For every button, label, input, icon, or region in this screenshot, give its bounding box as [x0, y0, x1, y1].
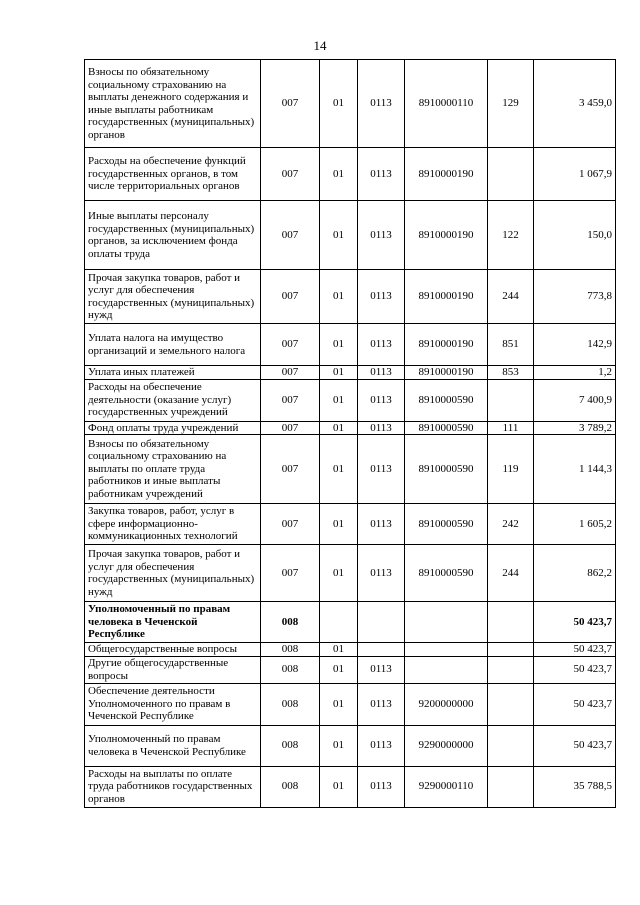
row-rz-cell: 01 — [320, 201, 358, 270]
row-csr-cell: 8910000590 — [405, 421, 488, 435]
row-rz-cell: 01 — [320, 435, 358, 504]
table-row — [85, 725, 616, 766]
row-vr-cell: 129 — [488, 60, 534, 148]
row-csr-cell — [405, 602, 488, 643]
row-rz-cell: 01 — [320, 766, 358, 807]
row-vr-cell — [488, 148, 534, 201]
row-sum-cell: 1,2 — [534, 366, 616, 380]
row-csr-cell: 8910000190 — [405, 324, 488, 366]
row-grbs-cell: 007 — [261, 435, 320, 504]
row-rz-cell: 01 — [320, 366, 358, 380]
row-sum-cell: 3 789,2 — [534, 421, 616, 435]
budget-table — [84, 59, 616, 808]
table-row — [85, 643, 616, 657]
row-grbs-cell: 007 — [261, 201, 320, 270]
row-grbs-cell: 007 — [261, 148, 320, 201]
row-pr-cell: 0113 — [358, 270, 405, 324]
row-name-cell: Расходы на обеспечение функций государственных органов, в том числе территориальных органов — [85, 148, 261, 201]
table-row — [85, 421, 616, 435]
row-csr-cell: 9290000110 — [405, 766, 488, 807]
row-pr-cell: 0113 — [358, 60, 405, 148]
row-csr-cell: 8910000590 — [405, 504, 488, 545]
row-name-cell: Обеспечение деятельности Уполномоченного по правам в Чеченской Республике — [85, 683, 261, 725]
row-pr-cell — [358, 643, 405, 657]
page-number: 14 — [313, 38, 327, 53]
row-vr-cell: 119 — [488, 435, 534, 504]
row-rz-cell: 01 — [320, 683, 358, 725]
row-csr-cell: 8910000590 — [405, 379, 488, 421]
row-name-cell: Уполномоченный по правам человека в Чеченской Республике — [85, 602, 261, 643]
row-pr-cell: 0113 — [358, 201, 405, 270]
table-row — [85, 201, 616, 270]
row-name-cell: Расходы на выплаты по оплате труда работников государственных органов — [85, 766, 261, 807]
row-grbs-cell: 008 — [261, 643, 320, 657]
row-rz-cell: 01 — [320, 643, 358, 657]
row-grbs-cell: 007 — [261, 366, 320, 380]
table-row — [85, 766, 616, 807]
row-sum-cell: 1 144,3 — [534, 435, 616, 504]
table-row — [85, 545, 616, 602]
row-csr-cell: 8910000190 — [405, 148, 488, 201]
table-row — [85, 504, 616, 545]
table-row — [85, 602, 616, 643]
row-vr-cell: 242 — [488, 504, 534, 545]
row-grbs-cell: 007 — [261, 379, 320, 421]
row-name-cell: Иные выплаты персоналу государственных (муниципальных) органов, за исключением фонда оплаты труда — [85, 201, 261, 270]
row-sum-cell: 1 605,2 — [534, 504, 616, 545]
row-vr-cell — [488, 602, 534, 643]
row-pr-cell: 0113 — [358, 683, 405, 725]
row-grbs-cell: 007 — [261, 421, 320, 435]
row-vr-cell: 853 — [488, 366, 534, 380]
row-name-cell: Прочая закупка товаров, работ и услуг для обеспечения государственных (муниципальных) нужд — [85, 270, 261, 324]
row-grbs-cell: 008 — [261, 602, 320, 643]
row-pr-cell: 0113 — [358, 656, 405, 683]
table-row — [85, 60, 616, 148]
row-vr-cell — [488, 766, 534, 807]
row-rz-cell: 01 — [320, 545, 358, 602]
table-row — [85, 270, 616, 324]
row-csr-cell: 8910000190 — [405, 366, 488, 380]
row-grbs-cell: 008 — [261, 766, 320, 807]
row-name-cell: Фонд оплаты труда учреждений — [85, 421, 261, 435]
row-vr-cell: 244 — [488, 545, 534, 602]
row-csr-cell: 8910000590 — [405, 545, 488, 602]
row-pr-cell: 0113 — [358, 504, 405, 545]
budget-table-body — [85, 60, 616, 808]
row-pr-cell: 0113 — [358, 421, 405, 435]
row-rz-cell: 01 — [320, 504, 358, 545]
row-pr-cell — [358, 602, 405, 643]
row-rz-cell — [320, 602, 358, 643]
row-rz-cell: 01 — [320, 270, 358, 324]
row-csr-cell: 8910000590 — [405, 435, 488, 504]
row-pr-cell: 0113 — [358, 435, 405, 504]
row-pr-cell: 0113 — [358, 324, 405, 366]
row-grbs-cell: 008 — [261, 725, 320, 766]
row-rz-cell: 01 — [320, 324, 358, 366]
row-sum-cell: 7 400,9 — [534, 379, 616, 421]
row-name-cell: Общегосударственные вопросы — [85, 643, 261, 657]
row-sum-cell: 773,8 — [534, 270, 616, 324]
row-name-cell: Прочая закупка товаров, работ и услуг для обеспечения государственных (муниципальных) нужд — [85, 545, 261, 602]
row-name-cell: Уполномоченный по правам человека в Чеченской Республике — [85, 725, 261, 766]
row-vr-cell — [488, 725, 534, 766]
row-grbs-cell: 008 — [261, 656, 320, 683]
row-csr-cell: 9290000000 — [405, 725, 488, 766]
row-pr-cell: 0113 — [358, 148, 405, 201]
row-csr-cell: 9200000000 — [405, 683, 488, 725]
row-sum-cell: 50 423,7 — [534, 602, 616, 643]
table-row — [85, 148, 616, 201]
row-vr-cell — [488, 379, 534, 421]
row-rz-cell: 01 — [320, 60, 358, 148]
row-sum-cell: 50 423,7 — [534, 725, 616, 766]
row-pr-cell: 0113 — [358, 545, 405, 602]
row-sum-cell: 862,2 — [534, 545, 616, 602]
row-name-cell: Другие общегосударственные вопросы — [85, 656, 261, 683]
table-row — [85, 683, 616, 725]
row-name-cell: Закупка товаров, работ, услуг в сфере информационно-коммуникационных технологий — [85, 504, 261, 545]
row-vr-cell: 244 — [488, 270, 534, 324]
row-csr-cell: 8910000110 — [405, 60, 488, 148]
row-vr-cell — [488, 643, 534, 657]
row-sum-cell: 142,9 — [534, 324, 616, 366]
row-sum-cell: 3 459,0 — [534, 60, 616, 148]
table-row — [85, 656, 616, 683]
row-csr-cell: 8910000190 — [405, 201, 488, 270]
table-row — [85, 435, 616, 504]
row-sum-cell: 50 423,7 — [534, 683, 616, 725]
row-vr-cell — [488, 683, 534, 725]
row-sum-cell: 35 788,5 — [534, 766, 616, 807]
row-rz-cell: 01 — [320, 379, 358, 421]
row-pr-cell: 0113 — [358, 379, 405, 421]
row-sum-cell: 1 067,9 — [534, 148, 616, 201]
table-row — [85, 379, 616, 421]
row-pr-cell: 0113 — [358, 725, 405, 766]
row-name-cell: Взносы по обязательному социальному страхованию на выплаты денежного содержания и иные выплаты работникам государственных (муниципальных) органов — [85, 60, 261, 148]
row-vr-cell: 851 — [488, 324, 534, 366]
row-name-cell: Взносы по обязательному социальному страхованию на выплаты по оплате труда работников и иные выплаты работникам учреждений — [85, 435, 261, 504]
row-pr-cell: 0113 — [358, 366, 405, 380]
row-rz-cell: 01 — [320, 148, 358, 201]
row-grbs-cell: 007 — [261, 270, 320, 324]
row-grbs-cell: 007 — [261, 545, 320, 602]
table-row — [85, 366, 616, 380]
row-sum-cell: 150,0 — [534, 201, 616, 270]
row-name-cell: Уплата налога на имущество организаций и земельного налога — [85, 324, 261, 366]
row-csr-cell: 8910000190 — [405, 270, 488, 324]
row-csr-cell — [405, 656, 488, 683]
table-row — [85, 324, 616, 366]
row-rz-cell: 01 — [320, 421, 358, 435]
row-vr-cell: 111 — [488, 421, 534, 435]
row-rz-cell: 01 — [320, 656, 358, 683]
row-vr-cell — [488, 656, 534, 683]
row-name-cell: Уплата иных платежей — [85, 366, 261, 380]
row-rz-cell: 01 — [320, 725, 358, 766]
row-grbs-cell: 008 — [261, 683, 320, 725]
row-name-cell: Расходы на обеспечение деятельности (оказание услуг) государственных учреждений — [85, 379, 261, 421]
row-grbs-cell: 007 — [261, 504, 320, 545]
row-pr-cell: 0113 — [358, 766, 405, 807]
row-grbs-cell: 007 — [261, 60, 320, 148]
row-sum-cell: 50 423,7 — [534, 643, 616, 657]
row-csr-cell — [405, 643, 488, 657]
row-sum-cell: 50 423,7 — [534, 656, 616, 683]
row-grbs-cell: 007 — [261, 324, 320, 366]
row-vr-cell: 122 — [488, 201, 534, 270]
